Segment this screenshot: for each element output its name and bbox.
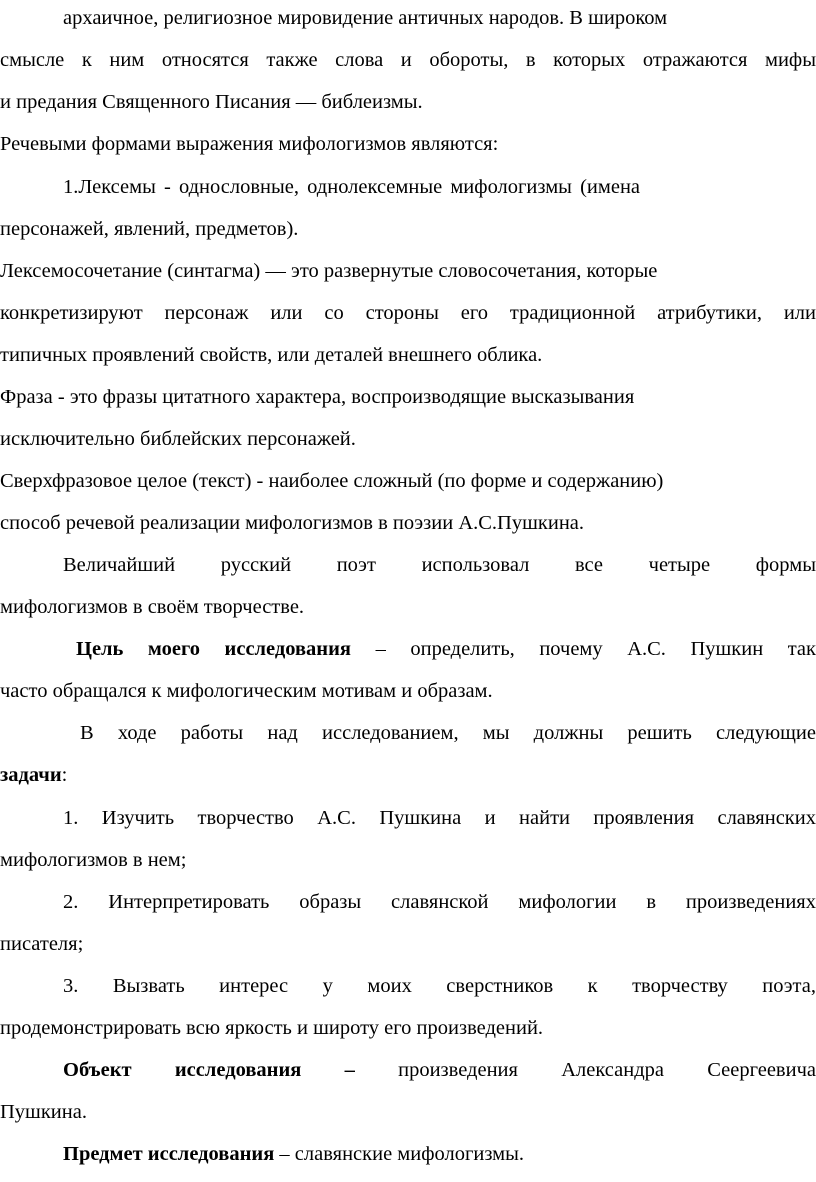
text-span: – определить, почему А.С. Пушкин так — [351, 638, 816, 660]
text-line: Сверхфразовое целое (текст) - наиболее сложный (по форме и содержанию) — [0, 470, 664, 492]
text-line — [76, 636, 816, 662]
text-line: архаичное, религиозное мировидение античных народов. В широком — [63, 7, 668, 29]
text-line: Величайший русский поэт использовал все четыре формы — [63, 554, 816, 576]
text-line: и предания Священного Писания — библеизмы. — [0, 91, 423, 113]
text-line: В ходе работы над исследованием, мы должны решить следующие — [80, 722, 816, 744]
text-line: персонажей, явлений, предметов). — [0, 218, 299, 240]
text-line: конкретизируют персонаж или со стороны его традиционной атрибутики, или — [0, 302, 816, 324]
text-line: мифологизмов в своём творчестве. — [0, 596, 305, 618]
bold-heading: Объект исследования – — [63, 1059, 355, 1081]
text-line: 1. Изучить творчество А.С. Пушкина и найти проявления славянских — [63, 807, 816, 829]
text-line: 3. Вызвать интерес у моих сверстников к творчеству поэта, — [63, 975, 816, 997]
text-line: типичных проявлений свойств, или деталей внешнего облика. — [0, 344, 543, 366]
text-line: смысле к ним относятся также слова и обороты, в которых отражаются мифы — [0, 49, 816, 71]
text-line: Пушкина. — [0, 1101, 87, 1123]
text-span: произведения Александра Сеергеевича — [354, 1059, 816, 1081]
text-line: способ речевой реализации мифологизмов в поэзии А.С.Пушкина. — [0, 512, 585, 534]
text-line: Лексемосочетание (синтагма) — это развернутые словосочетания, которые — [0, 260, 658, 282]
text-span: – славянские мифологизмы. — [274, 1143, 525, 1165]
bold-heading: Предмет исследования — [63, 1143, 275, 1165]
bold-heading: задачи — [0, 764, 62, 786]
text-line: исключительно библейских персонажей. — [0, 428, 356, 450]
text-line: продемонстрировать всю яркость и широту его произведений. — [0, 1017, 544, 1039]
text-line: 2. Интерпретировать образы славянской мифологии в произведениях — [63, 891, 816, 913]
text-line: писателя; — [0, 933, 84, 955]
text-span: : — [61, 764, 68, 786]
text-line: 1.Лексемы - однословные, однолексемные мифологизмы (имена — [63, 176, 641, 198]
text-line: мифологизмов в нем; — [0, 849, 187, 871]
text-line — [0, 762, 67, 788]
text-line — [63, 1057, 816, 1083]
text-line: часто обращался к мифологическим мотивам и образам. — [0, 680, 493, 702]
text-line — [63, 1141, 524, 1167]
bold-heading: Цель моего исследования — [76, 638, 352, 660]
text-line: Речевыми формами выражения мифологизмов являются: — [0, 133, 499, 155]
text-line: Фраза - это фразы цитатного характера, воспроизводящие высказывания — [0, 386, 635, 408]
